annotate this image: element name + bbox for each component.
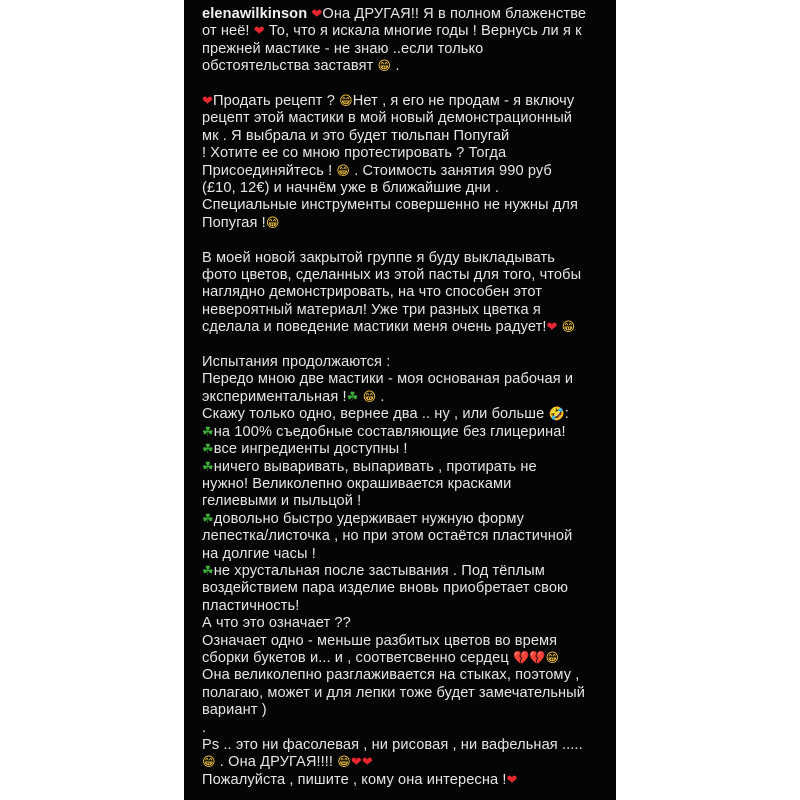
heart-icon: ❤ xyxy=(350,755,362,771)
clover-icon: ☘ xyxy=(202,563,214,579)
grin-emoji-icon: 😁 xyxy=(561,320,576,336)
caption-text: Присоединяйтесь ! xyxy=(202,162,337,179)
caption-text: сделала и поведение мастики меня очень радует! xyxy=(202,319,547,336)
grin-emoji-icon: 😁 xyxy=(377,59,392,75)
caption-text: В моей новой закрытой группе я буду выкладывать xyxy=(202,249,556,266)
caption-text: прежней мастике - не знаю ..если только xyxy=(202,40,484,57)
caption-text: лепестка/листочка , но при этом остаётся пластичной xyxy=(202,528,573,545)
heart-icon: ❤ xyxy=(506,772,518,788)
caption-text: : xyxy=(564,406,569,423)
clover-icon: ☘ xyxy=(202,459,214,475)
caption-text: Означает одно - меньше разбитых цветов во время xyxy=(202,632,558,649)
caption-text: Скажу только одно, вернее два .. ну , или больше xyxy=(202,406,549,423)
caption-text: (£10, 12€) и начнём уже в ближайшие дни . xyxy=(202,180,500,197)
grin-emoji-icon: 😁 xyxy=(336,163,351,179)
caption-text: . Стоимость занятия 990 руб xyxy=(350,162,552,179)
paragraph-tests xyxy=(202,354,606,789)
caption-text: ничего вываривать, выпаривать , протирать не xyxy=(213,458,537,475)
caption-text: То, что я искала многие годы ! Вернусь ли я к xyxy=(264,23,582,40)
caption-text: Продать рецепт ? xyxy=(213,93,340,110)
caption-text: Передо мною две мастики - моя основаная рабочая и xyxy=(202,371,574,388)
grin-emoji-icon: 😁 xyxy=(339,94,353,110)
heart-icon: ❤ xyxy=(361,755,373,771)
username-link[interactable]: elenawilkinson xyxy=(202,6,308,22)
caption-text: нужно! Великолепно окрашивается красками xyxy=(202,475,512,492)
paragraph-group xyxy=(202,250,606,337)
heart-icon: ❤ xyxy=(311,7,323,22)
grin-emoji-icon: 😁 xyxy=(202,755,216,771)
caption-text: Испытания продолжаются : xyxy=(202,354,391,371)
caption-text: гелиевыми и пыльцой ! xyxy=(202,493,362,510)
clover-icon: ☘ xyxy=(202,442,214,458)
caption-text: на 100% съедобные составляющие без глицерина! xyxy=(213,423,566,440)
paragraph-intro xyxy=(202,6,606,76)
grin-emoji-icon: 😁 xyxy=(265,215,280,231)
caption-text: мк . Я выбрала и это будет тюльпан Попугай xyxy=(202,127,510,144)
caption-text: Ps .. это ни фасолевая , ни рисовая , ни вафельная ..... xyxy=(202,737,583,754)
caption-text: Она великолепно разглаживается на стыках, поэтому , xyxy=(202,667,580,684)
grin-emoji-icon: 😁 xyxy=(545,650,560,666)
grin-emoji-icon: 😁 xyxy=(362,389,377,405)
caption-text: Пожалуйста , пишите , кому она интересна ! xyxy=(202,771,507,788)
caption-text: невероятный материал! Уже три разных цветка я xyxy=(202,301,541,318)
caption-text: фото цветов, сделанных из этой пасты для того, чтобы xyxy=(202,267,582,284)
caption-text: экспериментальная ! xyxy=(202,388,347,405)
heart-icon: ❤ xyxy=(253,24,265,40)
paragraph-recipe xyxy=(202,93,606,232)
heart-icon: ❤ xyxy=(546,320,558,336)
caption-text: довольно быстро удерживает нужную форму xyxy=(213,510,525,527)
rofl-emoji-icon: 🤣 xyxy=(548,407,565,423)
heart-icon: ❤ xyxy=(202,94,213,110)
caption-text: все ингредиенты доступны ! xyxy=(213,441,408,458)
clover-icon: ☘ xyxy=(202,424,214,440)
caption-text: не хрустальная после застывания . Под тёплым xyxy=(213,562,545,579)
post-caption xyxy=(184,0,616,800)
caption-text: Специальные инструменты совершенно не нужны для xyxy=(202,197,578,214)
caption-text: . xyxy=(376,388,385,405)
caption-text: . Она ДРУГАЯ!!!! xyxy=(215,754,338,771)
caption-text: от неё! xyxy=(202,23,254,40)
caption-text: . xyxy=(202,719,207,736)
caption-text: пластичность! xyxy=(202,597,300,614)
caption-text: обстоятельства заставят xyxy=(202,58,378,75)
broken-heart-icon: 💔 xyxy=(512,650,530,666)
caption-text: . xyxy=(391,58,400,75)
caption-text: рецепт этой мастики в мой новый демонстрационный xyxy=(202,110,573,127)
caption-text: Она ДРУГАЯ!! Я в полном блаженстве xyxy=(322,6,587,22)
caption-text: ! Хотите ее со мною протестировать ? Тогда xyxy=(202,145,507,162)
clover-icon: ☘ xyxy=(346,389,359,405)
caption-text: воздействием пара изделие вновь приобретает свою xyxy=(202,580,569,597)
caption-text: Нет , я его не продам - я включу xyxy=(352,93,575,110)
caption-text: на долгие часы ! xyxy=(202,545,316,562)
caption-text: сборки букетов и... и , соответсвенно сердец xyxy=(202,649,513,666)
caption-text: полагаю, может и для лепки тоже будет замечательный xyxy=(202,684,586,701)
broken-heart-icon: 💔 xyxy=(529,650,546,666)
caption-text: А что это означает ?? xyxy=(202,615,351,632)
grin-emoji-icon: 😁 xyxy=(337,755,351,771)
clover-icon: ☘ xyxy=(202,511,214,527)
caption-text: вариант ) xyxy=(202,702,267,719)
caption-text: наглядно демонстрировать, на что способен этот xyxy=(202,284,543,301)
caption-text: Попугая ! xyxy=(202,214,266,231)
